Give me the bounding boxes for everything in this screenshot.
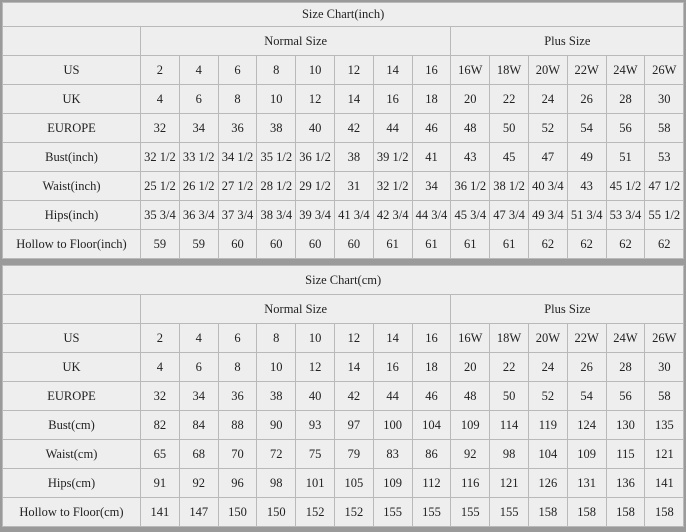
row-label-uk: UK [3, 85, 141, 114]
row-label-bust: Bust(cm) [3, 411, 141, 440]
cell: 44 [373, 114, 412, 143]
row-label-europe: EUROPE [3, 382, 141, 411]
cell: 49 [567, 143, 606, 172]
cell: 34 1/2 [218, 143, 257, 172]
cell: 54 [567, 382, 606, 411]
cell: 38 [334, 143, 373, 172]
cell: 12 [296, 353, 335, 382]
cell: 53 [645, 143, 684, 172]
row-label-hips: Hips(inch) [3, 201, 141, 230]
cell: 18W [490, 324, 529, 353]
cell: 51 [606, 143, 645, 172]
cell: 60 [334, 230, 373, 259]
cell: 26W [645, 324, 684, 353]
table-row [3, 56, 684, 85]
cell: 30 [645, 85, 684, 114]
cell: 36 [218, 382, 257, 411]
cell: 79 [334, 440, 373, 469]
cell: 38 [257, 114, 296, 143]
cell: 60 [296, 230, 335, 259]
cell: 20W [528, 56, 567, 85]
size-chart-cm-table [2, 265, 684, 527]
cell: 105 [334, 469, 373, 498]
cell: 12 [296, 85, 335, 114]
cell: 4 [179, 324, 218, 353]
cell: 29 1/2 [296, 172, 335, 201]
cell: 62 [606, 230, 645, 259]
cell: 41 [412, 143, 451, 172]
cell: 24W [606, 56, 645, 85]
cell: 56 [606, 114, 645, 143]
cell: 45 1/2 [606, 172, 645, 201]
cell: 114 [490, 411, 529, 440]
cell: 34 [179, 382, 218, 411]
row-label-waist: Waist(cm) [3, 440, 141, 469]
cell: 124 [567, 411, 606, 440]
cell: 28 [606, 85, 645, 114]
cell: 20 [451, 353, 490, 382]
cell: 59 [179, 230, 218, 259]
cell: 26W [645, 56, 684, 85]
cell: 48 [451, 382, 490, 411]
cell: 75 [296, 440, 335, 469]
cell: 150 [257, 498, 296, 527]
cell: 45 3/4 [451, 201, 490, 230]
cell: 86 [412, 440, 451, 469]
cell: 48 [451, 114, 490, 143]
group-header-plus-size: Plus Size [451, 27, 684, 56]
cell: 32 1/2 [373, 172, 412, 201]
cell: 34 [179, 114, 218, 143]
cell: 37 3/4 [218, 201, 257, 230]
cell: 38 [257, 382, 296, 411]
cell: 101 [296, 469, 335, 498]
table-row [3, 143, 684, 172]
cell: 36 1/2 [296, 143, 335, 172]
table-row-title [3, 266, 684, 295]
group-header-normal-size: Normal Size [141, 295, 451, 324]
cell: 92 [451, 440, 490, 469]
cell: 109 [373, 469, 412, 498]
cell: 38 3/4 [257, 201, 296, 230]
cell: 32 1/2 [141, 143, 180, 172]
cell: 136 [606, 469, 645, 498]
cell: 35 3/4 [141, 201, 180, 230]
cell: 2 [141, 324, 180, 353]
cell: 43 [567, 172, 606, 201]
cell: 61 [373, 230, 412, 259]
cell: 92 [179, 469, 218, 498]
size-chart-inch-table [2, 2, 684, 259]
cell: 104 [412, 411, 451, 440]
cell: 38 1/2 [490, 172, 529, 201]
cell: 36 1/2 [451, 172, 490, 201]
cell: 62 [567, 230, 606, 259]
cell: 18 [412, 353, 451, 382]
table-row [3, 411, 684, 440]
chart-title: Size Chart(cm) [3, 266, 684, 295]
cell: 54 [567, 114, 606, 143]
cell: 52 [528, 382, 567, 411]
cell: 32 [141, 114, 180, 143]
row-label-hollow-to-floor: Hollow to Floor(inch) [3, 230, 141, 259]
cell: 158 [567, 498, 606, 527]
cell: 84 [179, 411, 218, 440]
cell: 104 [528, 440, 567, 469]
row-label-uk: UK [3, 353, 141, 382]
cell: 121 [490, 469, 529, 498]
cell: 45 [490, 143, 529, 172]
cell: 141 [645, 469, 684, 498]
chart-title: Size Chart(inch) [3, 3, 684, 27]
cell: 10 [296, 56, 335, 85]
cell: 41 3/4 [334, 201, 373, 230]
table-row [3, 85, 684, 114]
cell: 28 [606, 353, 645, 382]
table-row [3, 469, 684, 498]
cell: 12 [334, 324, 373, 353]
cell: 112 [412, 469, 451, 498]
cell: 61 [451, 230, 490, 259]
table-row [3, 498, 684, 527]
cell: 6 [218, 56, 257, 85]
cell: 90 [257, 411, 296, 440]
cell: 26 [567, 85, 606, 114]
cell: 91 [141, 469, 180, 498]
cell: 88 [218, 411, 257, 440]
cell: 25 1/2 [141, 172, 180, 201]
cell: 47 [528, 143, 567, 172]
cell: 10 [257, 85, 296, 114]
cell: 59 [141, 230, 180, 259]
cell: 58 [645, 382, 684, 411]
cell: 8 [218, 85, 257, 114]
cell: 16 [373, 353, 412, 382]
cell: 26 1/2 [179, 172, 218, 201]
cell: 158 [645, 498, 684, 527]
cell: 83 [373, 440, 412, 469]
cell: 47 3/4 [490, 201, 529, 230]
cell: 135 [645, 411, 684, 440]
cell: 72 [257, 440, 296, 469]
cell: 70 [218, 440, 257, 469]
table-row [3, 324, 684, 353]
cell: 50 [490, 114, 529, 143]
cell: 121 [645, 440, 684, 469]
table-row [3, 440, 684, 469]
cell: 65 [141, 440, 180, 469]
group-header-plus-size: Plus Size [451, 295, 684, 324]
cell: 10 [257, 353, 296, 382]
cell: 27 1/2 [218, 172, 257, 201]
cell: 42 [334, 114, 373, 143]
cell: 14 [334, 353, 373, 382]
cell: 14 [334, 85, 373, 114]
cell: 46 [412, 382, 451, 411]
cell: 47 1/2 [645, 172, 684, 201]
cell: 18W [490, 56, 529, 85]
table-row-group-headers [3, 295, 684, 324]
cell: 158 [606, 498, 645, 527]
cell: 61 [412, 230, 451, 259]
cell: 28 1/2 [257, 172, 296, 201]
cell: 60 [218, 230, 257, 259]
cell: 26 [567, 353, 606, 382]
cell: 147 [179, 498, 218, 527]
row-label-hips: Hips(cm) [3, 469, 141, 498]
cell: 8 [257, 324, 296, 353]
corner-blank-cell [3, 27, 141, 56]
cell: 109 [567, 440, 606, 469]
cell: 155 [490, 498, 529, 527]
table-row-title [3, 3, 684, 27]
table-row [3, 172, 684, 201]
cell: 68 [179, 440, 218, 469]
row-label-bust: Bust(inch) [3, 143, 141, 172]
row-label-hollow-to-floor: Hollow to Floor(cm) [3, 498, 141, 527]
cell: 42 3/4 [373, 201, 412, 230]
cell: 4 [179, 56, 218, 85]
cell: 12 [334, 56, 373, 85]
cell: 40 [296, 382, 335, 411]
cell: 36 [218, 114, 257, 143]
cell: 16W [451, 324, 490, 353]
cell: 62 [528, 230, 567, 259]
cell: 158 [528, 498, 567, 527]
row-label-us: US [3, 324, 141, 353]
cell: 51 3/4 [567, 201, 606, 230]
cell: 2 [141, 56, 180, 85]
cell: 40 [296, 114, 335, 143]
cell: 33 1/2 [179, 143, 218, 172]
cell: 141 [141, 498, 180, 527]
cell: 4 [141, 353, 180, 382]
cell: 22 [490, 353, 529, 382]
cell: 155 [412, 498, 451, 527]
cell: 150 [218, 498, 257, 527]
cell: 96 [218, 469, 257, 498]
cell: 4 [141, 85, 180, 114]
cell: 42 [334, 382, 373, 411]
corner-blank-cell [3, 295, 141, 324]
cell: 52 [528, 114, 567, 143]
table-row [3, 230, 684, 259]
cell: 14 [373, 324, 412, 353]
cell: 46 [412, 114, 451, 143]
cell: 116 [451, 469, 490, 498]
cell: 131 [567, 469, 606, 498]
cell: 49 3/4 [528, 201, 567, 230]
cell: 130 [606, 411, 645, 440]
cell: 39 3/4 [296, 201, 335, 230]
table-row-group-headers [3, 27, 684, 56]
cell: 82 [141, 411, 180, 440]
table-row [3, 353, 684, 382]
table-row [3, 201, 684, 230]
cell: 100 [373, 411, 412, 440]
cell: 53 3/4 [606, 201, 645, 230]
cell: 32 [141, 382, 180, 411]
cell: 16 [412, 324, 451, 353]
cell: 16 [373, 85, 412, 114]
cell: 58 [645, 114, 684, 143]
table-row [3, 382, 684, 411]
row-label-waist: Waist(inch) [3, 172, 141, 201]
cell: 50 [490, 382, 529, 411]
size-chart-cm-panel [2, 265, 684, 527]
cell: 8 [257, 56, 296, 85]
cell: 155 [451, 498, 490, 527]
cell: 40 3/4 [528, 172, 567, 201]
cell: 36 3/4 [179, 201, 218, 230]
cell: 6 [179, 353, 218, 382]
cell: 115 [606, 440, 645, 469]
cell: 61 [490, 230, 529, 259]
cell: 55 1/2 [645, 201, 684, 230]
cell: 18 [412, 85, 451, 114]
cell: 155 [373, 498, 412, 527]
cell: 39 1/2 [373, 143, 412, 172]
cell: 119 [528, 411, 567, 440]
table-row [3, 114, 684, 143]
cell: 8 [218, 353, 257, 382]
row-label-us: US [3, 56, 141, 85]
cell: 93 [296, 411, 335, 440]
cell: 44 3/4 [412, 201, 451, 230]
cell: 24 [528, 85, 567, 114]
cell: 24W [606, 324, 645, 353]
cell: 20 [451, 85, 490, 114]
cell: 10 [296, 324, 335, 353]
cell: 43 [451, 143, 490, 172]
group-header-normal-size: Normal Size [141, 27, 451, 56]
cell: 98 [490, 440, 529, 469]
cell: 98 [257, 469, 296, 498]
cell: 16 [412, 56, 451, 85]
cell: 126 [528, 469, 567, 498]
cell: 60 [257, 230, 296, 259]
cell: 22W [567, 324, 606, 353]
cell: 24 [528, 353, 567, 382]
cell: 6 [218, 324, 257, 353]
cell: 35 1/2 [257, 143, 296, 172]
cell: 30 [645, 353, 684, 382]
cell: 6 [179, 85, 218, 114]
cell: 31 [334, 172, 373, 201]
cell: 152 [296, 498, 335, 527]
cell: 152 [334, 498, 373, 527]
cell: 20W [528, 324, 567, 353]
row-label-europe: EUROPE [3, 114, 141, 143]
size-chart-inch-panel [2, 2, 684, 259]
cell: 97 [334, 411, 373, 440]
cell: 62 [645, 230, 684, 259]
cell: 56 [606, 382, 645, 411]
cell: 14 [373, 56, 412, 85]
cell: 16W [451, 56, 490, 85]
cell: 22W [567, 56, 606, 85]
cell: 22 [490, 85, 529, 114]
cell: 34 [412, 172, 451, 201]
cell: 109 [451, 411, 490, 440]
cell: 44 [373, 382, 412, 411]
